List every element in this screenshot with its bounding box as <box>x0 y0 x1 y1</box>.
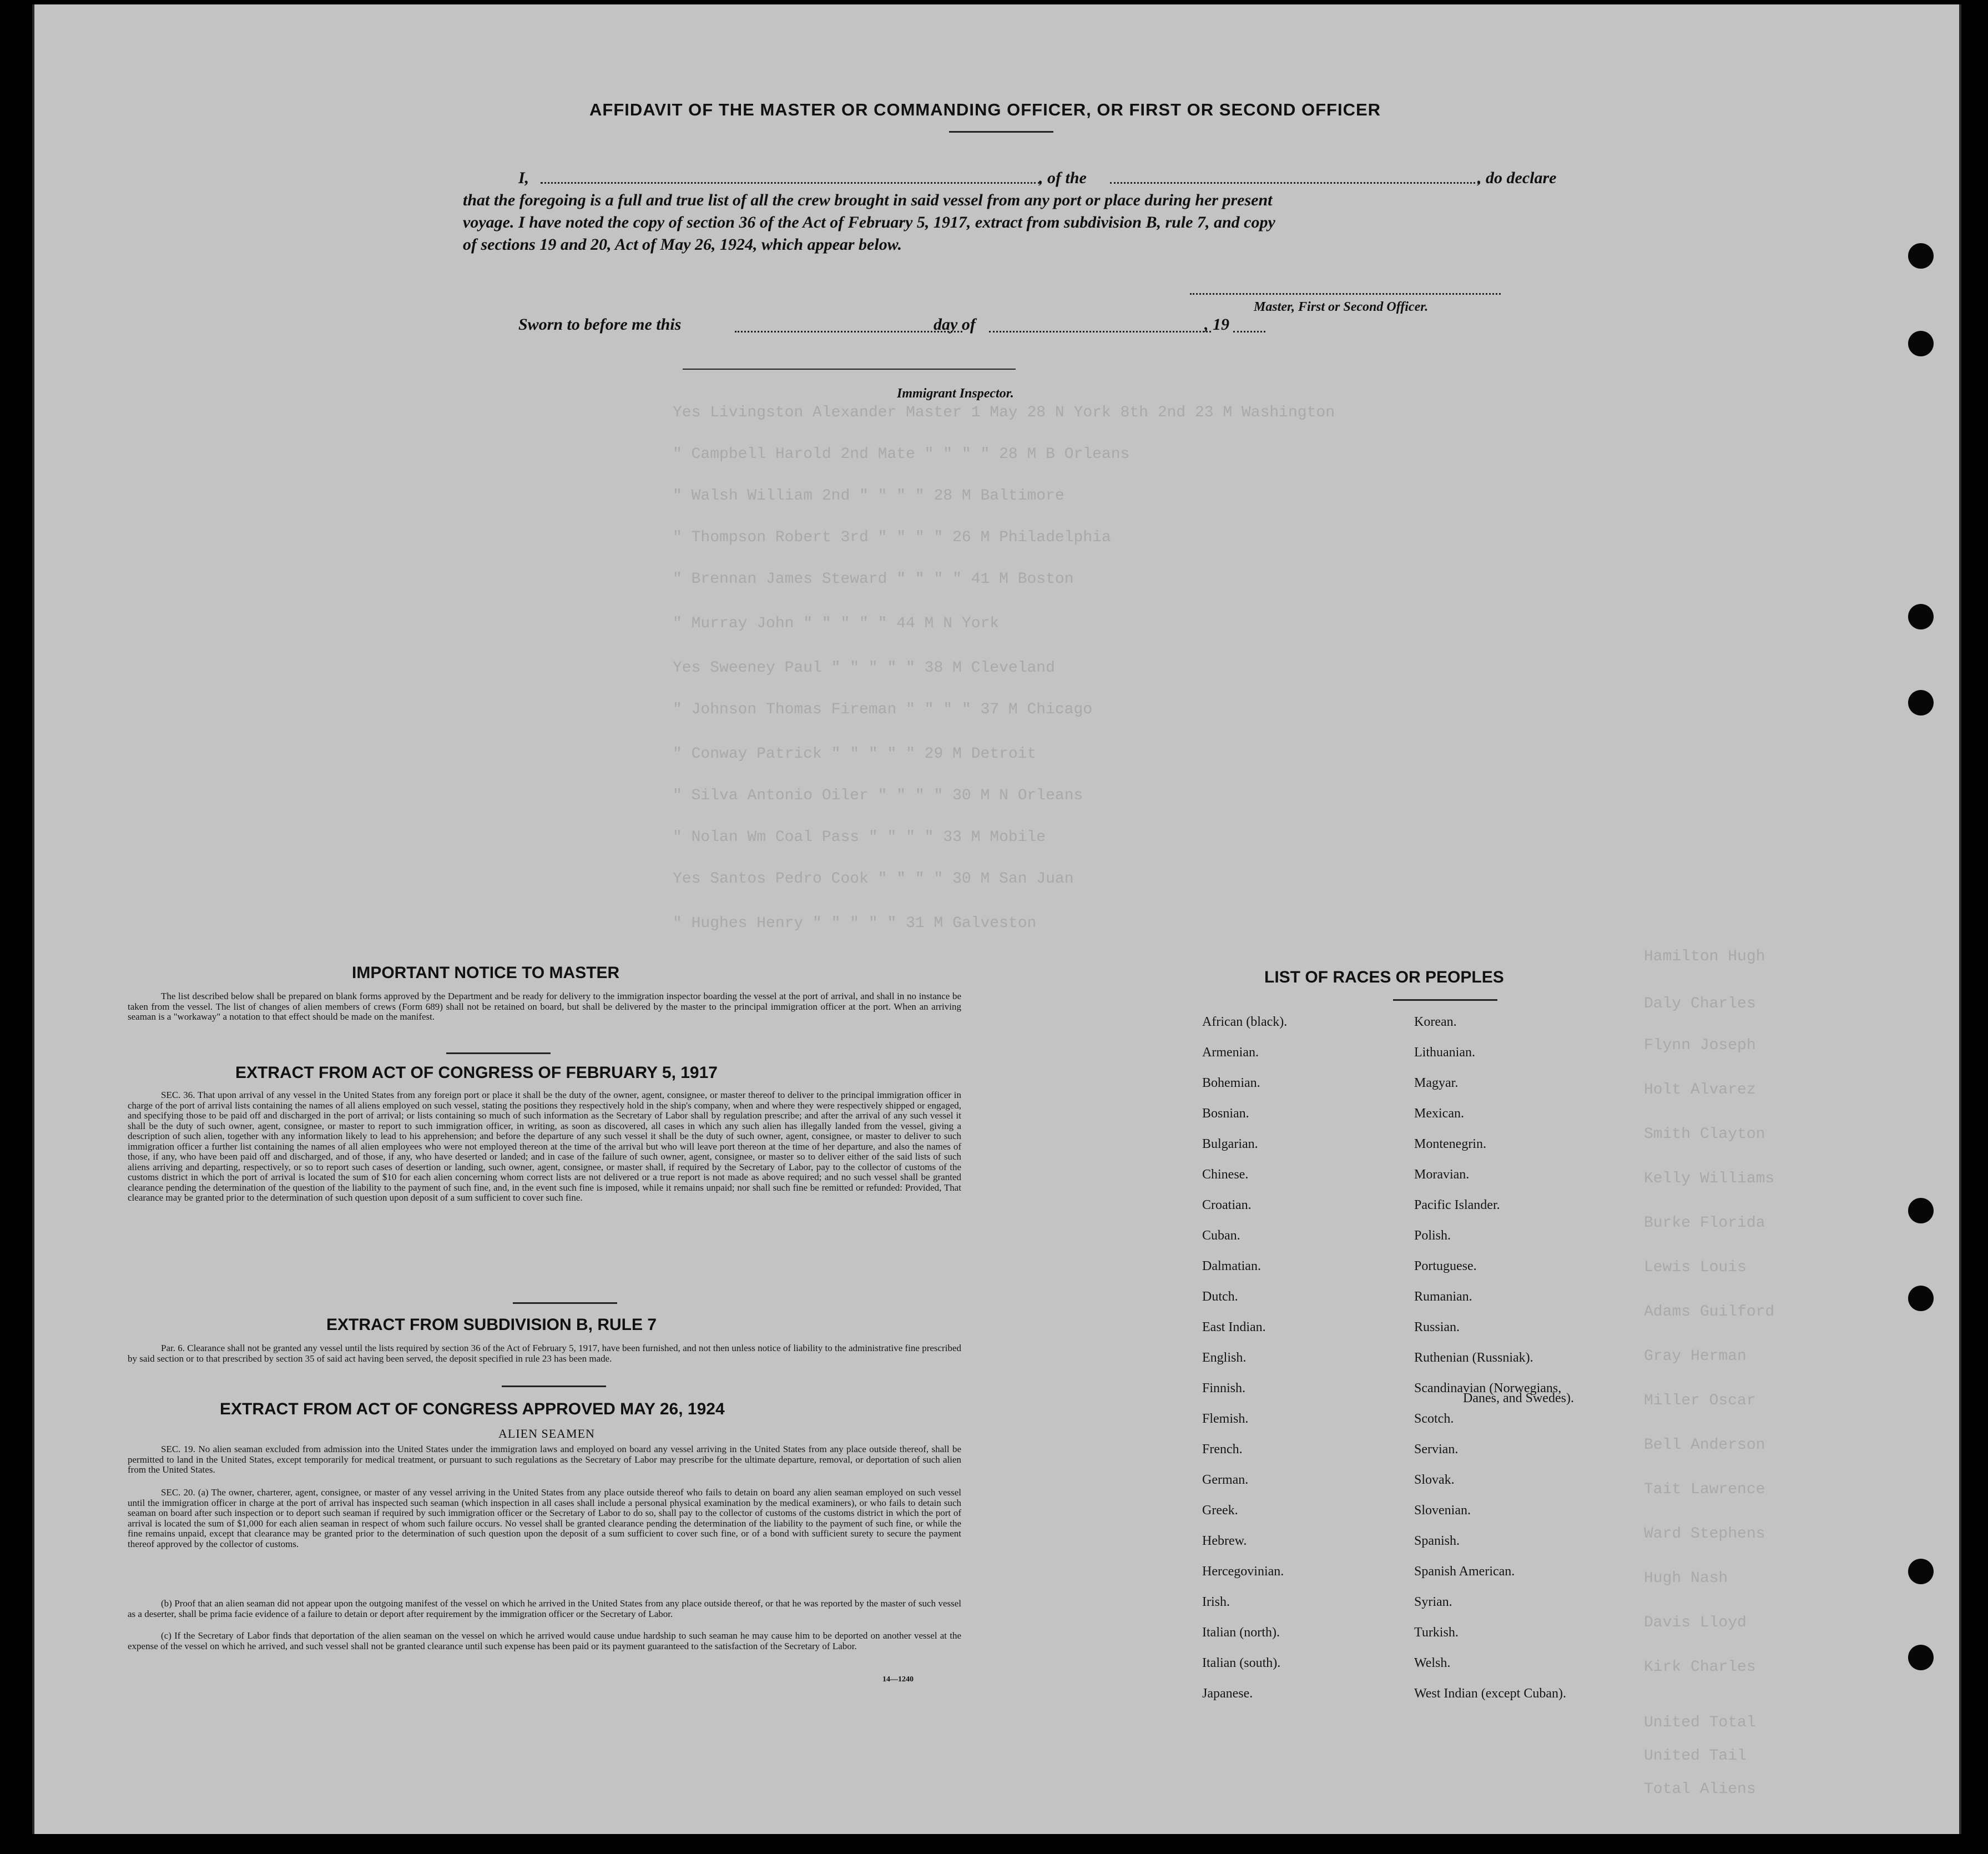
affidavit-title: AFFIDAVIT OF THE MASTER OR COMMANDING OFFICER, OR FIRST OR SECOND OFFICER <box>589 100 1381 119</box>
race-item-continuation: Danes, and Swedes). <box>1463 1391 1574 1405</box>
race-item: Spanish. <box>1414 1534 1460 1548</box>
extract-1917-title: EXTRACT FROM ACT OF CONGRESS OF FEBRUARY 5, 1917 <box>235 1064 718 1082</box>
sec20a-body: SEC. 20. (a) The owner, charterer, agent, consignee, or master of any vessel arriving in the United States from any place outside thereof who fails to detain on board any alien seaman employed on such vessel until the immigration officer in charge at the port of arrival has inspected such seaman (which inspection in all cases shall include a personal physical examination by the medical examiners), or who fails to detain such seaman on board after such inspection or to deport such seaman if required by such immigration officer or the Secretary of Labor to do so, shall pay to the collector of customs of the customs district in which the port of arrival is located the sum of $1,000 for each alien seaman in respect of whom such failure occurs. No vessel shall be granted clearance pending the determination of the liability to the payment of such fine, or while the fine remains unpaid, except that clearance may be granted prior to the determination of such question upon the deposit of a sum sufficient to cover such fine, or of a bond with sufficient surety to secure the payment thereof approved by the collector of customs. <box>128 1487 961 1549</box>
race-item: African (black). <box>1202 1015 1288 1029</box>
race-item: Slovak. <box>1414 1473 1455 1487</box>
races-title: LIST OF RACES OR PEOPLES <box>1264 968 1504 986</box>
affidavit-line-4: of sections 19 and 20, Act of May 26, 1924, which appear below. <box>463 235 902 254</box>
race-item: French. <box>1202 1442 1243 1457</box>
master-label: Master, First or Second Officer. <box>1254 300 1429 314</box>
inspector-signature-line[interactable] <box>683 369 1016 370</box>
race-item: Armenian. <box>1202 1045 1259 1060</box>
race-item: Slovenian. <box>1414 1503 1471 1518</box>
extract-1924-title: EXTRACT FROM ACT OF CONGRESS APPROVED MAY 26, 1924 <box>220 1400 725 1418</box>
race-item: Cuban. <box>1202 1228 1240 1243</box>
sworn-label: Sworn to before me this <box>518 315 682 334</box>
declare-label: , do declare <box>1477 169 1557 187</box>
race-item: Turkish. <box>1414 1625 1459 1640</box>
race-item: Korean. <box>1414 1015 1457 1029</box>
name-field[interactable] <box>541 182 1040 184</box>
race-item: Bulgarian. <box>1202 1137 1258 1151</box>
race-item: Syrian. <box>1414 1595 1452 1609</box>
race-item: Lithuanian. <box>1414 1045 1475 1060</box>
affidavit-i-label: I, <box>518 169 529 187</box>
affidavit-line-2: that the foregoing is a full and true list of all the crew brought in said vessel from any port or place during her present <box>463 191 1273 209</box>
divider <box>1393 999 1497 1001</box>
race-item: Magyar. <box>1414 1076 1459 1090</box>
race-item: German. <box>1202 1473 1249 1487</box>
race-item: Rumanian. <box>1414 1289 1472 1304</box>
race-item: Portuguese. <box>1414 1259 1477 1273</box>
divider <box>446 1052 551 1054</box>
punch-hole <box>1908 1559 1934 1584</box>
punch-hole <box>1908 1286 1934 1311</box>
master-signature-field[interactable] <box>1190 293 1501 295</box>
race-item: Scotch. <box>1414 1412 1454 1426</box>
sec19-body: SEC. 19. No alien seaman excluded from admission into the United States under the immigration laws and employed on board any vessel arriving in the United States from any place outside thereof, shall be permitted to land in the United States, except temporarily for medical treatment, or pursuant to such regulations as the Secretary of Labor may prescribe for the ultimate departure, removal, or deportation of such alien from the United States. <box>128 1444 961 1475</box>
race-item: Welsh. <box>1414 1656 1451 1670</box>
extract-rule7-body: Par. 6. Clearance shall not be granted any vessel until the lists required by section 36 of the Act of February 5, 1917, have been furnished, and not then unless notice of liability to the administrative fine prescribed by said section or to that prescribed by section 35 of said act having been served, the deposit specified in rule 23 has been made. <box>128 1343 961 1364</box>
affidavit-line-3: voyage. I have noted the copy of section 36 of the Act of February 5, 1917, extract from subdivision B, rule 7, and copy <box>463 213 1275 231</box>
day-of-label: day of <box>934 315 976 334</box>
divider <box>513 1302 617 1304</box>
race-item: Bosnian. <box>1202 1106 1249 1121</box>
punch-hole <box>1908 331 1934 356</box>
alien-seamen-subtitle: ALIEN SEAMEN <box>498 1427 595 1440</box>
notice-body: The list described below shall be prepared on blank forms approved by the Department and be ready for delivery to the immigration inspector boarding the vessel at the port of arrival, and shall in no instance be taken from the vessel. The list of changes of alien members of crews (Form 689) shall not be retained on board, but shall be delivered by the master to the principal immigration officer at the port. When an arriving seaman is a "workaway" a notation to that effect should be made on the manifest. <box>128 991 961 1022</box>
affidavit-line-1 <box>518 169 529 188</box>
punch-hole <box>1908 243 1934 269</box>
race-item: Servian. <box>1414 1442 1459 1457</box>
race-item: East Indian. <box>1202 1320 1266 1334</box>
race-item: Chinese. <box>1202 1167 1249 1182</box>
vessel-field[interactable] <box>1110 182 1479 184</box>
notice-title: IMPORTANT NOTICE TO MASTER <box>352 964 620 982</box>
of-the-label: , of the <box>1039 169 1087 187</box>
race-item: Dalmatian. <box>1202 1259 1261 1273</box>
extract-rule7-title: EXTRACT FROM SUBDIVISION B, RULE 7 <box>326 1316 657 1334</box>
sworn-day-field[interactable] <box>735 331 962 332</box>
race-item: Russian. <box>1414 1320 1460 1334</box>
race-item: Pacific Islander. <box>1414 1198 1500 1212</box>
race-item: Greek. <box>1202 1503 1238 1518</box>
race-item: Italian (north). <box>1202 1625 1280 1640</box>
race-item: Dutch. <box>1202 1289 1238 1304</box>
divider <box>502 1386 606 1387</box>
year-label: , 19 <box>1204 315 1229 334</box>
race-item: Montenegrin. <box>1414 1137 1486 1151</box>
title-divider <box>949 131 1053 133</box>
race-item: Finnish. <box>1202 1381 1246 1395</box>
form-number: 14—1240 <box>882 1675 914 1684</box>
race-item: Mexican. <box>1414 1106 1464 1121</box>
race-item: Scandinavian (Norwegians, <box>1414 1381 1562 1395</box>
sec20b-body: (b) Proof that an alien seaman did not appear upon the outgoing manifest of the vessel on which he arrived in the United States from any place outside thereof, or that he was reported by the master of such vessel as a deserter, shall be prima facie evidence of a failure to detain or deport after requirement by the immigration officer or the Secretary of Labor. <box>128 1598 961 1619</box>
sworn-month-field[interactable] <box>989 331 1211 332</box>
extract-1917-body: SEC. 36. That upon arrival of any vessel in the United States from any foreign port or place it shall be the duty of the owner, agent, consignee, or master thereof to deliver to the principal immigration officer in charge of the port of arrival lists containing the names of all aliens employed on such vessel, stating the positions they respectively hold in the ship's company, when and where they were respectively shipped or engaged, and specifying those to be paid off and discharged in the port of arrival; or lists containing so much of such information as the Secretary of Labor shall by regulation prescribe; and after the arrival of any such vessel it shall be the duty of such owner, agent, consignee, or master to report to such immigration officer, in writing, as soon as discovered, all cases in which any such alien has illegally landed from the vessel, giving a description of such alien, together with any information likely to lead to his apprehension; and before the departure of any such vessel it shall be the duty of such owner, agent, consignee, or master to deliver to such immigration officer a further list containing the names of all alien employees who were not employed thereon at the time of the arrival but who will leave port thereon at the time of her departure, and also the names of those, if any, who have been paid off and discharged, and of those, if any, who have deserted or landed; and in case of the failure of such owner, agent, consignee, or master so to deliver either of the said lists of such aliens arriving and departing, respectively, or so to report such cases of desertion or landing, such owner, agent, consignee, or master shall, if required by the Secretary of Labor, pay to the collector of customs of the customs district in which the port of arrival is located the sum of $10 for each alien concerning whom correct lists are not delivered or a true report is not made as above required; and no such vessel shall be granted clearance pending the determination of the question of the liability to the payment of such fine, and, in the event such fine is imposed, while it remains unpaid; nor shall such fine be remitted or refunded: Provided, That clearance may be granted prior to the determination of such question upon deposit of a sum sufficient to cover such fine. <box>128 1090 961 1203</box>
document-sheet: Yes Livingston Alexander Master 1 May 28 N York 8th 2nd 23 M Washington " Campbell Harold 2nd Mate " " " " 28 M B Orleans " Walsh William 2nd " " " " 28 M Baltimore " Thompson Robert 3rd " " " " 26 M Philadelphia " Brennan James Steward " " " " 41 M Boston " Murray John " " " " " 44 M N York Yes Sweeney Paul " " " " " 38 M Cleveland " Johnson Thomas Fireman " " " " 37 M Chicago " Conway Patrick " " " " " 29 M Detroit " Silva Antonio Oiler " " " " 30 M N Orleans " Nolan Wm Coal Pass " " " " 33 M Mobile Yes Santos Pedro Cook " " " " 30 M San Juan " Hughes Henry " " " " " 31 M Galveston Hamilton Hugh Daly Charles Flynn Joseph Holt Alvarez Smith Clayton Kelly Williams Burke Florida Lewis Louis Adams Guilford Gray Herman Miller Oscar Bell Anderson Tait Lawrence Ward Stephens Hugh Nash Davis Lloyd Kirk Charles United Total United Tail Total Aliens AFFIDAVIT OF THE MASTER OR COMMANDING OFFICER, OR FIRST OR SECOND OFFICER I, , of the , do declare that the foregoing is a full and true list of all the crew brought in said vessel from any port or place during her present voyage. I have noted the copy of section 36 of the Act of February 5, 1917, extract from subdivision B, rule 7, and copy of sections 19 and 20, Act of May 26, 1924, which appear below. Master, First or Second Officer. Sworn to before me this day of , 19 Immigrant Inspector. IMPORTANT NOTICE TO MASTER The list described below shall be prepared on blank forms approved by the Department and be ready for delivery to the immigration inspector boarding the vessel at the port of arrival, and shall in no instance be taken from the vessel. The list of changes of alien members of crews (Form 689) shall not be retained on board, but shall be delivered by the master to the principal immigration officer at the port. When an arriving seaman is a "workaway" a notation to that effect should be made on the manifest. EXTRACT FROM ACT OF CONGRESS OF FEBRUARY 5, 1917 SEC. 36. That upon arrival of any vessel in the United States from any foreign port or place it shall be the duty of the owner, agent, consignee, or master thereof to deliver to the principal immigration officer in charge of the port of arrival lists containing the names of all aliens employed on such vessel, stating the positions they respectively hold in the ship's company, when and where they were respectively shipped or engaged, and specifying those to be paid off and discharged in the port of arrival; or lists containing so much of such information as the Secretary of Labor shall by regulation prescribe; and after the arrival of any such vessel it shall be the duty of such owner, agent, consignee, or master to report to such immigration officer, in writing, as soon as discovered, all cases in which any such alien has illegally landed from the vessel, giving a description of such alien, together with any information likely to lead to his apprehension; and before the departure of any such vessel it shall be the duty of such owner, agent, consignee, or master to deliver to such immigration officer a further list containing the names of all alien employees who were not employed thereon at the time of the arrival but who will leave port thereon at the time of her departure, and also the names of those, if any, who have been paid off and discharged, and of those, if any, who have deserted or landed; and in case of the failure of such owner, agent, consignee, or master so to deliver either of the said lists of such aliens arriving and departing, respectively, or so to report such cases of desertion or landing, such owner, agent, consignee, or master shall, if required by the Secretary of Labor, pay to the collector of customs of the customs district in which the port of arrival is located the sum of $10 for each alien concerning whom correct lists are not delivered or a true report is not made as above required; and no such vessel shall be granted clearance pending the determination of the question of the liability to the payment of such fine, and, in the event such fine is imposed, while it remains unpaid; nor shall such fine be remitted or refunded: Provided, That clearance may be granted prior to the determination of such question upon deposit of a sum sufficient to cover such fine. EXTRACT FROM SUBDIVISION B, RULE 7 Par. 6. Clearance shall not be granted any vessel until the lists required by section 36 of the Act of February 5, 1917, have been furnished, and not then unless notice of liability to the administrative fine prescribed by said section or to that prescribed by section 35 of said act having been served, the deposit specified in rule 23 has been made. EXTRACT FROM ACT OF CONGRESS APPROVED MAY 26, 1924 ALIEN SEAMEN SEC. 19. No alien seaman excluded from admission into the United States under the immigration laws and employed on board any vessel arriving in the United States from any place outside thereof, shall be permitted to land in the United States, except temporarily for medical treatment, or pursuant to such regulations as the Secretary of Labor may prescribe for the ultimate departure, removal, or deportation of such alien from the United States. SEC. 20. (a) The owner, charterer, agent, consignee, or master of any vessel arriving in the United States from any place outside thereof who fails to detain on board any alien seaman employed on such vessel until the immigration officer in charge at the port of arrival has inspected such seaman (which inspection in all cases shall include a personal physical examination by the medical examiners), or who fails to detain such seaman on board after such inspection or to deport such seaman if required by such immigration officer or the Secretary of Labor to do so, shall pay to the collector of customs of the customs district in which the port of arrival is located the sum of $1,000 for each alien seaman in respect of whom such failure occurs. No vessel shall be granted clearance pending the determination of the liability to the payment of such fine, or while the fine remains unpaid, except that clearance may be granted prior to the determination of such question upon the deposit of a sum sufficient to cover such fine, or of a bond with sufficient surety to secure the payment thereof approved by the collector of customs. (b) Proof that an alien seaman did not appear upon the outgoing manifest of the vessel on which he arrived in the United States from any place outside thereof, or that he was reported by the master of such vessel as a deserter, shall be prima facie evidence of a failure to detain or deport after requirement by the immigration officer or the Secretary of Labor. (c) If the Secretary of Labor finds that deportation of the alien seaman on the vessel on which he arrived would cause undue hardship to such seaman he may cause him to be deported on another vessel at the expense of the vessel on which he arrived, and such vessel shall not be granted clearance until such expense has been paid or its payment guaranteed to the satisfaction of the Secretary of Labor. 14—1240 LIST OF RACES OR PEOPLES African (black). Armenian. Bohemian. Bosnian. Bulgarian. Chinese. Croatian. Cuban. Dalmatian. Dutch. East Indian. English. Finnish. Flemish. French. German. Greek. Hebrew. Hercegovinian. Irish. Italian (north). Italian (south). Japanese. Korean. Lithuanian. Magyar. Mexican. Montenegrin. Moravian. Pacific Islander. Polish. Portuguese. Rumanian. Russian. Ruthenian (Russniak). Scandinavian (Norwegians, Scotch. Servian. Slovak. Slovenian. Spanish. Spanish American. Syrian. Turkish. Welsh. West Indian (except Cuban). Danes, and Swedes). <box>32 4 1961 1834</box>
race-item: Polish. <box>1414 1228 1451 1243</box>
race-item: Ruthenian (Russniak). <box>1414 1351 1533 1365</box>
race-item: Spanish American. <box>1414 1564 1515 1579</box>
race-item: Hercegovinian. <box>1202 1564 1284 1579</box>
race-item: English. <box>1202 1351 1247 1365</box>
sworn-year-field[interactable] <box>1233 331 1265 332</box>
race-item: Japanese. <box>1202 1686 1253 1701</box>
race-item: Irish. <box>1202 1595 1230 1609</box>
race-item: Italian (south). <box>1202 1656 1281 1670</box>
punch-hole <box>1908 1645 1934 1670</box>
race-item: West Indian (except Cuban). <box>1414 1686 1566 1701</box>
sec20c-body: (c) If the Secretary of Labor finds that deportation of the alien seaman on the vessel on which he arrived would cause undue hardship to such seaman he may cause him to be deported on another vessel at the expense of the vessel on which he arrived, and such vessel shall not be granted clearance until such expense has been paid or its payment guaranteed to the satisfaction of the Secretary of Labor. <box>128 1630 961 1651</box>
inspector-label: Immigrant Inspector. <box>897 386 1014 401</box>
race-item: Croatian. <box>1202 1198 1252 1212</box>
punch-hole <box>1908 604 1934 629</box>
race-item: Hebrew. <box>1202 1534 1247 1548</box>
punch-hole <box>1908 1198 1934 1223</box>
race-item: Moravian. <box>1414 1167 1470 1182</box>
race-item: Bohemian. <box>1202 1076 1260 1090</box>
race-item: Flemish. <box>1202 1412 1249 1426</box>
punch-hole <box>1908 690 1934 716</box>
